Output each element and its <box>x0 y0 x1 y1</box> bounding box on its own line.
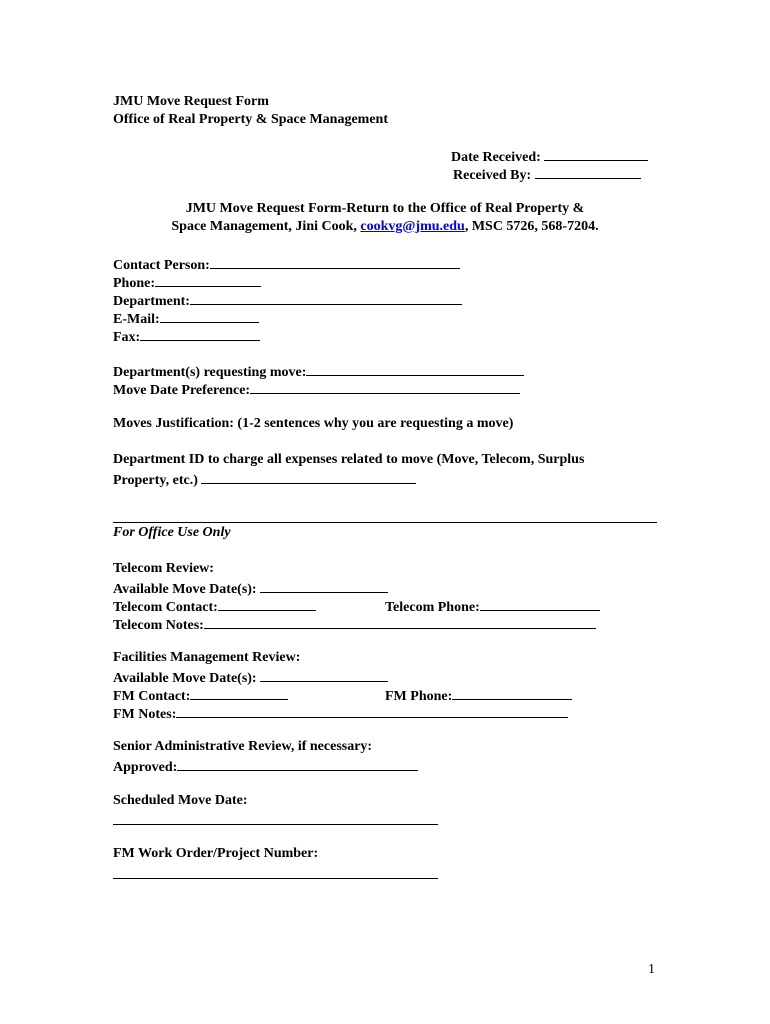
telecom-notes-field[interactable] <box>204 614 596 629</box>
date-received-field[interactable] <box>544 146 648 161</box>
telecom-phone-label: Telecom Phone: <box>385 600 480 615</box>
phone-label: Phone: <box>113 276 155 291</box>
telecom-notes-row <box>113 614 596 635</box>
justification-label: Moves Justification: (1-2 sentences why you are requesting a move) <box>113 416 514 431</box>
approved-field[interactable] <box>177 756 418 771</box>
scheduled-date-label: Scheduled Move Date: <box>113 793 248 808</box>
telecom-dates-field[interactable] <box>260 578 388 593</box>
dept-id-line-2: Property, etc.) <box>113 473 198 488</box>
senior-review-heading: Senior Administrative Review, if necessary: <box>113 739 373 754</box>
form-title: JMU Move Request Form <box>113 94 269 109</box>
dept-id-line-1: Department ID to charge all expenses related to move (Move, Telecom, Surplus <box>113 452 585 467</box>
contact-email-link[interactable]: cookvg@jmu.edu <box>360 219 465 234</box>
date-received-label: Date Received: <box>451 150 541 165</box>
telecom-review-heading: Telecom Review: <box>113 561 214 576</box>
office-use-heading: For Office Use Only <box>113 525 231 540</box>
fm-review-heading: Facilities Management Review: <box>113 650 301 665</box>
phone-field[interactable] <box>155 272 261 287</box>
date-preference-field[interactable] <box>250 379 520 394</box>
email-field[interactable] <box>160 308 259 323</box>
approved-row <box>113 756 418 777</box>
contact-person-field[interactable] <box>210 254 460 269</box>
date-preference-label: Move Date Preference: <box>113 383 251 398</box>
received-by-row <box>453 164 641 185</box>
intro-suffix: , MSC 5726, 568-7204. <box>464 219 599 234</box>
fm-phone-label: FM Phone: <box>385 689 453 704</box>
fax-label: Fax: <box>113 330 141 345</box>
email-label: E-Mail: <box>113 312 160 327</box>
fm-notes-field[interactable] <box>176 703 568 718</box>
department-field[interactable] <box>190 290 462 305</box>
page-number: 1 <box>648 962 655 977</box>
fax-row <box>113 326 260 347</box>
date-preference-row <box>113 379 520 400</box>
fax-field[interactable] <box>140 326 260 341</box>
contact-person-label: Contact Person: <box>113 258 210 273</box>
work-order-label: FM Work Order/Project Number: <box>113 846 319 861</box>
section-divider <box>113 522 657 523</box>
departments-field[interactable] <box>306 361 524 376</box>
departments-label: Department(s) requesting move: <box>113 365 307 380</box>
intro-prefix: Space Management, Jini Cook, <box>171 219 361 234</box>
scheduled-date-field[interactable] <box>113 824 438 825</box>
telecom-contact-label: Telecom Contact: <box>113 600 218 615</box>
fm-contact-label: FM Contact: <box>113 689 191 704</box>
department-label: Department: <box>113 294 190 309</box>
work-order-field[interactable] <box>113 878 438 879</box>
fm-dates-field[interactable] <box>260 667 388 682</box>
fm-notes-label: FM Notes: <box>113 707 177 722</box>
fm-phone-field[interactable] <box>452 685 572 700</box>
telecom-dates-label: Available Move Date(s): <box>113 582 257 597</box>
intro-line-1: JMU Move Request Form-Return to the Office of Real Property & <box>185 201 585 216</box>
office-name: Office of Real Property & Space Management <box>113 112 388 127</box>
fm-contact-field[interactable] <box>190 685 288 700</box>
dept-id-field[interactable] <box>201 469 416 484</box>
intro-line-2 <box>0 218 770 236</box>
approved-label: Approved: <box>113 760 178 775</box>
received-by-label: Received By: <box>453 168 532 183</box>
telecom-notes-label: Telecom Notes: <box>113 618 204 633</box>
fm-notes-row <box>113 703 568 724</box>
dept-id-row <box>113 469 416 490</box>
received-by-field[interactable] <box>535 164 641 179</box>
telecom-contact-field[interactable] <box>218 596 316 611</box>
telecom-phone-field[interactable] <box>480 596 600 611</box>
fm-dates-label: Available Move Date(s): <box>113 671 257 686</box>
